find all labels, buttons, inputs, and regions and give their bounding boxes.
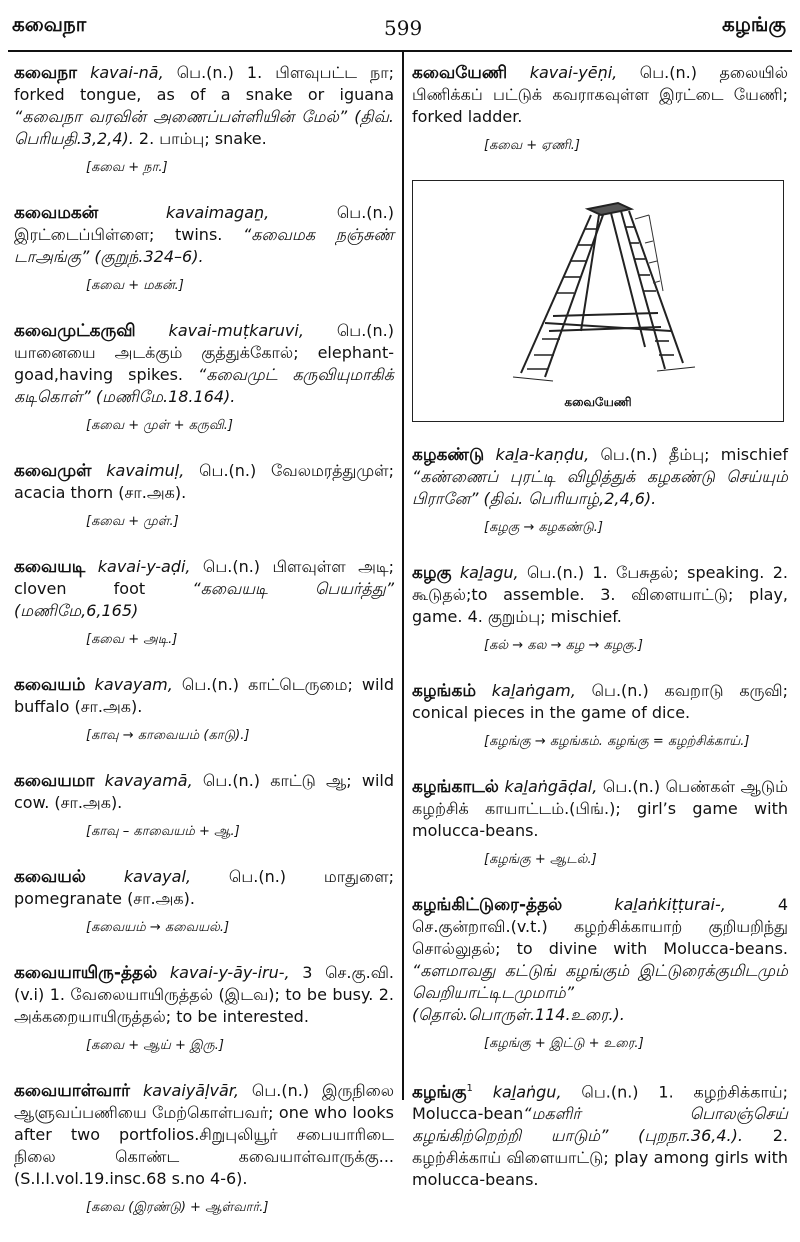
definition: பெ.(n.) தலையில் பிணிக்கப் பட்டுக் கவராகவுள்ள இரட்டை யேணி; forked ladder. [412, 63, 788, 126]
entry-block [14, 674, 394, 744]
forked-ladder-illustration-icon [413, 181, 783, 421]
dictionary-entry [14, 320, 394, 408]
definition: பெ.(n.) மாதுளை; pomegranate (சா.அக). [14, 867, 395, 908]
entry-block [412, 444, 788, 536]
dictionary-entry [412, 776, 788, 842]
header-right-guide-word: கழங்கு [721, 12, 786, 36]
transliteration: kaḻagu, [459, 563, 519, 582]
citation: “கவைமக நஞ்சுண் டாஅங்கு” (குறுந்.324–6). [14, 225, 394, 266]
citation: “கவைநா வரவின் அணைப்பள்ளியின் மேல்” (திவ். பெரியதி.3,2,4). [14, 107, 394, 148]
etymology: [கழங்கு → கழங்கம். கழங்கு = கழற்சிக்காய்.] [484, 734, 750, 749]
headword: கவையாள்வார் [14, 1081, 131, 1101]
entry-block [14, 770, 394, 840]
etymology: [காவு → காவையம் (காடு).] [86, 728, 250, 743]
left-column [14, 62, 394, 1242]
dictionary-entry [412, 62, 788, 128]
etymology: [கவை + மகன்.] [86, 278, 184, 293]
definition-continued: 2. பாம்பு; snake. [133, 129, 267, 148]
entry-block [412, 62, 788, 154]
transliteration: kavai-muṭkaruvi, [168, 321, 304, 340]
dictionary-entry [14, 962, 394, 1028]
definition: பெ.(n.) யானையை அடக்கும் குத்துக்கோல்; elephant-goad,having spikes. [14, 321, 394, 384]
dictionary-entry [412, 894, 788, 1026]
entry-block [14, 962, 394, 1054]
header-rule [8, 50, 792, 52]
etymology: [கவை + ஆய் + இரு.] [86, 1038, 224, 1053]
etymology: [கழங்கு + ஆடல்.] [484, 852, 597, 867]
transliteration: kavai-y-āy-iru-, [169, 963, 290, 982]
dictionary-entry [412, 444, 788, 510]
definition-continued: 2. கழற்சிக்காய் விளையாட்டு; play among girls with molucca-beans. [412, 1126, 788, 1190]
etymology: [கழங்கு + இட்டு + உரை.] [484, 1036, 644, 1051]
definition: 4 செ.குன்றாவி.(v.t.) கழற்சிக்காயாற் குறியறிந்து சொல்லுதல்; to divine with Molucca-beans. [412, 895, 788, 958]
definition: 3 செ.கு.வி.(v.i) 1. வேலையாயிருத்தல் (இடவ); to be busy. 2. அக்கறையாயிருத்தல்; to be interested. [14, 963, 394, 1026]
definition: பெ.(n.) இரட்டைப்பிள்ளை; twins. [14, 203, 394, 244]
headword: கவைமகன் [14, 203, 99, 223]
transliteration: kaḻa-kaṇḍu, [495, 445, 590, 464]
entry-block [14, 1080, 394, 1216]
etymology: [கவை + அடி.] [86, 632, 178, 647]
dictionary-entry [14, 674, 394, 718]
definition: பெ.(n.) வேலமரத்துமுள்; acacia thorn (சா.அக). [14, 461, 395, 502]
entry-block [412, 562, 788, 654]
headword: கவைமுள் [14, 461, 92, 481]
dictionary-entry [412, 680, 788, 724]
transliteration: kavai-yēṇi, [529, 63, 618, 82]
headword: கழங்கிட்டுரை-த்தல் [412, 895, 563, 915]
headword: கவைநா [14, 63, 78, 83]
entry-block [412, 776, 788, 868]
entry-block [14, 866, 394, 936]
transliteration: kavai-nā, [90, 63, 164, 82]
definition: பெ.(n.) பிளவுள்ள அடி; cloven foot [14, 557, 394, 598]
dictionary-entry [14, 1080, 394, 1190]
entry-block [14, 62, 394, 176]
citation: “கவையடி பெயர்த்து” (மணிமே,6,165) [14, 579, 395, 620]
definition: பெ.(n.) 1. பிளவுபட்ட நா; forked tongue, as of a snake or iguana [14, 63, 394, 104]
homonym-number: 1 [466, 1083, 473, 1094]
transliteration: kavaimuḷ, [106, 461, 185, 480]
headword: கவையமா [14, 771, 95, 791]
etymology: [கவையம் → கவையல்.] [86, 920, 230, 935]
page-number: 599 [384, 16, 423, 40]
definition: பெ.(n.) பெண்கள் ஆடும் கழற்சிக் காயாட்டம்.(பிங்.); girl’s game with molucca-beans. [412, 777, 788, 840]
headword: கவையம் [14, 675, 86, 695]
citation: “மகளிர் பொலஞ்செய் கழங்கிற்றெற்றி யாடும்” (புறநா.36,4.). [412, 1104, 788, 1146]
definition: பெ.(n.) கவறாடு கருவி; conical pieces in the game of dice. [412, 681, 788, 722]
etymology: [கவை + முள் + கருவி.] [86, 418, 233, 433]
transliteration: kaḻaṅgāḍal, [504, 777, 598, 796]
transliteration: kaḻaṅgam, [491, 681, 576, 700]
headword: கவைமுட்கருவி [14, 321, 136, 341]
etymology: [கல் → கல → கழ → கழகு.] [484, 638, 643, 653]
transliteration: kaḻaṅgu, [492, 1082, 562, 1102]
headword: கழகண்டு [412, 445, 485, 465]
definition: பெ.(n.) இருநிலை ஆளுவப்பணியை மேற்கொள்பவர்; one who looks after two portfolios.சிறுபுலியூர் சபையாரிடை நிலை கொண்ட கவையாள்வாருக்கு... (S.I.I.vol.19.insc.68 s.no 4-6). [14, 1081, 395, 1188]
transliteration: kavayal, [123, 867, 191, 886]
transliteration: kavaimagaṉ, [165, 203, 270, 222]
dictionary-entry [14, 556, 394, 622]
transliteration: kaḻaṅkiṭṭurai-, [614, 895, 726, 914]
etymology: [கவை + நா.] [86, 160, 168, 175]
dictionary-entry [14, 202, 394, 268]
entry-block [412, 894, 788, 1052]
citation: “களமாவது கட்டுங் கழங்கும் இட்டுரைக்குமிடமும் வெறியாட்டிடமுமாம்” (தொல்.பொருள்.114.உரை.). [412, 961, 788, 1024]
definition: பெ.(n.) 1. பேசுதல்; speaking. 2. கூடுதல்;to assemble. 3. விளையாட்டு; play, game. 4. குறும்பு; mischief. [412, 563, 788, 626]
headword: கழங்கம் [412, 681, 476, 701]
forked-ladder-figure [412, 180, 784, 422]
citation: “கவைமுட் கருவியுமாகிக் கடிகொள்” (மணிமே.18.164). [14, 365, 395, 406]
entry-block [14, 556, 394, 648]
headword: கழகு [412, 563, 452, 583]
transliteration: kavayamā, [104, 771, 193, 790]
etymology: [கவை + ஏணி.] [484, 138, 580, 153]
dictionary-entry [14, 460, 394, 504]
entry-block [14, 202, 394, 294]
definition: பெ.(n.) காட்டெருமை; wild buffalo (சா.அக). [14, 675, 394, 716]
dictionary-entry [412, 1078, 788, 1191]
etymology: [கழகு → கழகண்டு.] [484, 520, 603, 535]
column-divider [402, 52, 404, 1100]
figure-caption: கவையேணி [564, 395, 632, 409]
etymology: [கவை (இரண்டு) + ஆள்வார்.] [86, 1200, 269, 1215]
etymology: [காவு – காவையம் + ஆ.] [86, 824, 240, 839]
entry-block [412, 1078, 788, 1191]
citation: “கண்ணைப் புரட்டி விழித்துக் கழகண்டு செய்யும் பிரானே” (திவ். பெரியாழ்,2,4,6). [412, 467, 788, 508]
dictionary-entry [14, 770, 394, 814]
transliteration: kavayam, [94, 675, 173, 694]
entry-block [412, 680, 788, 750]
definition: பெ.(n.) தீம்பு; mischief [589, 445, 788, 464]
right-column [412, 62, 788, 1197]
etymology: [கவை + முள்.] [86, 514, 179, 529]
dictionary-entry [14, 866, 394, 910]
dictionary-entry [14, 62, 394, 150]
transliteration: kavai-y-aḍi, [97, 557, 191, 576]
entry-block [14, 320, 394, 434]
page-header [0, 8, 800, 48]
definition: பெ.(n.) 1. கழற்சிக்காய்; Molucca-bean [412, 1082, 788, 1124]
header-left-guide-word: கவைநா [12, 12, 87, 36]
entry-block [14, 460, 394, 530]
headword: கவையடி [14, 557, 86, 577]
dictionary-entry [412, 562, 788, 628]
headword: கழங்காடல் [412, 777, 499, 797]
definition: பெ.(n.) காட்டு ஆ; wild cow. (சா.அக). [14, 771, 394, 812]
headword: கவையல் [14, 867, 86, 887]
transliteration: kavaiyāḷvār, [142, 1081, 239, 1100]
headword: கழங்கு [412, 1082, 467, 1103]
headword: கவையேணி [412, 63, 508, 83]
headword: கவையாயிரு-த்தல் [14, 963, 158, 983]
